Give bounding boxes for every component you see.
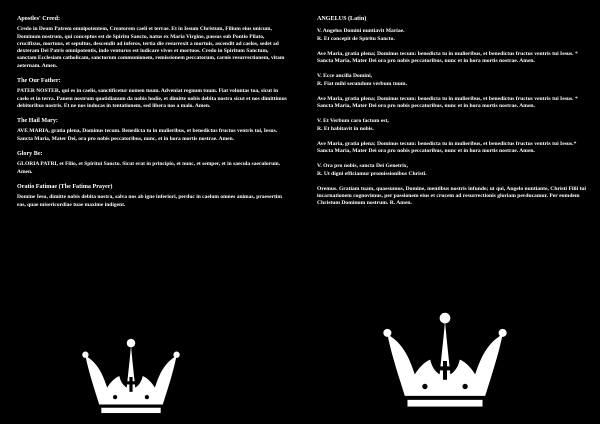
angelus-stanza xyxy=(317,28,591,43)
prayer-section xyxy=(17,184,287,209)
angelus-stanza xyxy=(317,141,591,156)
ave-maria-text: Ave Maria, gratia plena; Dominus tecum: benedicta tu in mulieribus, et benedictus fructus ventris tui Iesus.* Sancta Maria, Mater Dei ora pro nobis peccatoribus, nunc et in hora mortis nostrae. Amen. xyxy=(317,140,577,155)
angelus-stanza xyxy=(317,163,591,178)
prayer-heading: The Our Father: xyxy=(17,77,61,84)
angelus-stanza xyxy=(317,51,591,66)
angelus-title: ANGELUS (Latin) xyxy=(317,16,367,22)
ave-maria-text: Ave Maria, gratia plena; Dominus tecum: benedicta tu in mulieribus, et benedictus fructus ventris tui Iesus. * Sancta Maria, Mater Dei ora pro nobis peccatoribus, nunc et in hora mortis nostrae. Amen. xyxy=(317,50,578,65)
prayer-section xyxy=(17,118,287,143)
versicle-line: V. Ecce ancilla Domini, xyxy=(317,73,373,80)
response-line: R. Et concepit de Spiritu Sancto. xyxy=(317,35,395,42)
angelus-stanza xyxy=(317,96,591,111)
prayer-text: Domine Iesu, dimitte nobis debita nostra, salva nos ab igne inferiori, perduc in caelum omnes animas, praesertim eas, quae misericordiae tuae maxime indigent. xyxy=(17,194,282,208)
left-text-column xyxy=(17,16,287,217)
prayer-section xyxy=(17,16,287,70)
versicle-line: V. Et Verbum caro factum est, xyxy=(317,118,389,125)
angelus-stanza xyxy=(317,118,591,133)
angelus-stanza xyxy=(317,73,591,88)
response-line: R. Ut digni efficiamur promissionibus Christi. xyxy=(317,170,427,177)
prayer-heading: Apostles' Creed: xyxy=(17,16,61,22)
right-text-column xyxy=(317,16,591,216)
prayer-heading: Oratio Fatimae (The Fatima Prayer) xyxy=(17,183,113,190)
response-line: R. Et habitavit in nobis. xyxy=(317,125,374,132)
oremus-text: Oremus. Gratiam tuam, quaesumus, Domine, mentibus nostris infunde; ut qui, Angelo nuntiante, Christi Filii tui incarnationem cognovimus, per passionem eius et crucem ad resurrectionis gloriam perducamur. Per eumdem Christum Dominum nostrum. R. Amen. xyxy=(317,185,587,207)
prayer-text: PATER NOSTER, qui es in caelis, sanctificetur nomen tuum. Adveniat regnum tuum. Fiat voluntas tua, sicut in caelo et in terra. Panem nostrum quotidianum da nobis hodie, et dimitte nobis debita nostra sicut et nos dimittimus debitoribus nostris. Et ne nos inducas in tentationem, sed libera nos a malo. Amen. xyxy=(17,88,287,109)
prayer-section xyxy=(17,151,287,176)
prayer-heading: The Hail Mary: xyxy=(17,118,58,125)
versicle-line: V. Angelus Domini nuntiavit Mariae. xyxy=(317,28,405,35)
angelus-stanza xyxy=(317,186,591,208)
right-page xyxy=(300,0,600,424)
prayer-section xyxy=(17,78,287,110)
versicle-line: V. Ora pro nobis, sancta Dei Genetrix, xyxy=(317,163,409,170)
prayer-heading: Glory Be: xyxy=(17,150,43,157)
prayer-text: AVE MARIA, gratia plena, Dominus tecum. Benedicta tu in mulieribus, et benedictus fructus ventris tui, Iesus. Sancta Maria, Mater Dei, ora pro nobis peccatoribus, nunc, et in hora mortis nostrae. Amen. xyxy=(17,128,278,142)
crown-icon xyxy=(378,302,512,420)
prayer-text: GLORIA PATRI, et Filio, et Spiritui Sancto. Sicut erat in principio, et nunc, et semper, et in saecula saeculorum. Amen. xyxy=(17,161,281,175)
response-line: R. Fiat mihi secundum verbum tuum. xyxy=(317,80,407,87)
prayer-text: Credo in Deum Patrem omnipotentem, Creatorem caeli et terrae. Et in Iesum Christum, Filium eius unicum, Dominum nostrum, qui conceptus est de Spiritu Sancto, natus ex Maria Virgine, passus sub Pontio Pilato, crucifixus, mortuus, et sepultus, descendit ad inferos, tertia die resurrexit a mortuis, ascendit ad caelos, sedet ad dexteram Dei Patris omnipotentis, inde venturus est iudicare vivos et mortuos. Credo in Spiritum Sanctum, sanctam Ecclesiam catholicam, sanctorum communionem, remissionem peccatorum, carnis resurrectionem, vitam aeternam. Amen. xyxy=(17,26,285,69)
ave-maria-text: Ave Maria, gratia plena; Dominus tecum: benedicta tu in mulieribus, et benedictus fructus ventris tui Iesus. * Sancta Maria, Mater Dei ora pro nobis peccatoribus, nunc et in hora mortis nostrae. Amen. xyxy=(317,95,578,110)
crown-icon xyxy=(78,334,184,420)
